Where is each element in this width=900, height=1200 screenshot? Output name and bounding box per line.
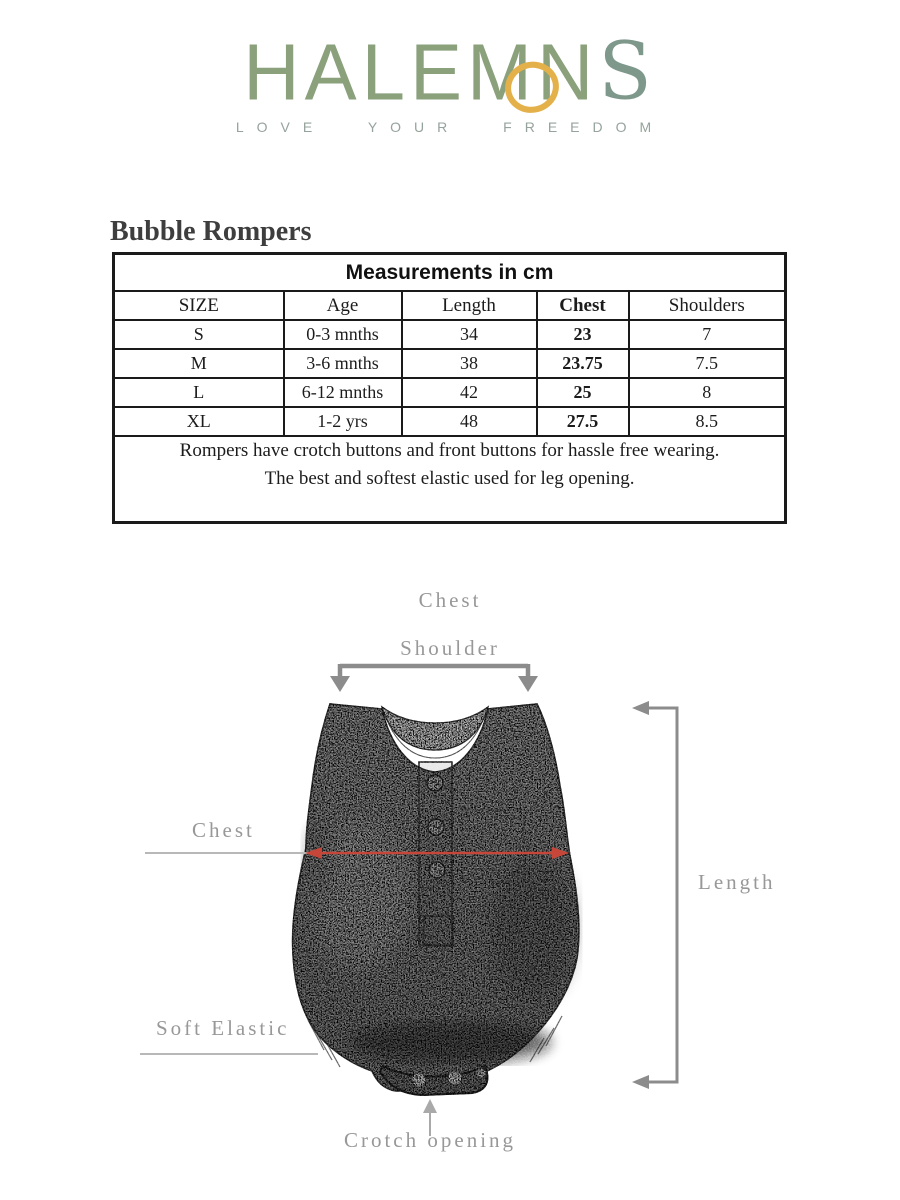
shoulder-label: Shoulder <box>400 636 500 660</box>
soft-elastic-label: Soft Elastic <box>156 1016 290 1040</box>
table-row-xl <box>114 407 786 436</box>
header-shoulders: Shoulders <box>629 291 786 320</box>
table-note-row <box>114 436 786 523</box>
header-size: SIZE <box>114 291 284 320</box>
table-row-l <box>114 378 786 407</box>
cell-chest: 23.75 <box>537 349 629 378</box>
crotch-opening-label: Crotch opening <box>343 1128 517 1152</box>
note-line-2: The best and softest elastic used for leg opening. <box>264 467 635 489</box>
cell-shoulders: 8 <box>629 378 786 407</box>
length-label: Length <box>698 870 776 894</box>
cell-size: XL <box>114 407 284 436</box>
brand-logo <box>0 26 900 135</box>
table-row-m <box>114 349 786 378</box>
cell-shoulders: 7 <box>629 320 786 349</box>
chest-left-label: Chest <box>192 818 255 842</box>
crotch-opening-arrow <box>423 1099 437 1136</box>
cell-chest: 27.5 <box>537 407 629 436</box>
table-caption-row <box>114 254 786 292</box>
measurement-arrows-overlay <box>0 560 900 1200</box>
wordmark-letter-n-wrap <box>536 27 599 117</box>
wordmark-letter-s: S <box>598 26 657 118</box>
table-notes <box>114 436 786 523</box>
page-title: Bubble Rompers <box>110 216 312 247</box>
cell-length: 34 <box>402 320 537 349</box>
cell-shoulders: 7.5 <box>629 349 786 378</box>
brand-wordmark <box>243 26 657 118</box>
cell-age: 6-12 mnths <box>284 378 402 407</box>
cell-chest: 23 <box>537 320 629 349</box>
cell-length: 48 <box>402 407 537 436</box>
cell-chest: 25 <box>537 378 629 407</box>
brand-tagline: LOVE YOUR FREEDOM <box>235 119 665 135</box>
table-row-s <box>114 320 786 349</box>
chest-measure-arrow <box>305 847 569 859</box>
wordmark-letters-halem: HALEM <box>243 27 537 117</box>
shoulder-measure-bracket <box>330 664 538 692</box>
cell-age: 3-6 mnths <box>284 349 402 378</box>
cell-size: S <box>114 320 284 349</box>
header-length: Length <box>402 291 537 320</box>
table-caption: Measurements in cm <box>114 254 786 292</box>
header-age: Age <box>284 291 402 320</box>
measurements-table <box>112 252 787 524</box>
cell-size: L <box>114 378 284 407</box>
cell-shoulders: 8.5 <box>629 407 786 436</box>
cell-length: 38 <box>402 349 537 378</box>
length-measure-bracket <box>632 701 677 1089</box>
table-header-row <box>114 291 786 320</box>
cell-age: 1-2 yrs <box>284 407 402 436</box>
header-chest: Chest <box>537 291 629 320</box>
chest-top-label: Chest <box>418 588 482 612</box>
cell-size: M <box>114 349 284 378</box>
cell-age: 0-3 mnths <box>284 320 402 349</box>
wordmark-letter-n: N <box>536 27 599 117</box>
note-line-1: Rompers have crotch buttons and front buttons for hassle free wearing. <box>179 440 720 461</box>
cell-length: 42 <box>402 378 537 407</box>
